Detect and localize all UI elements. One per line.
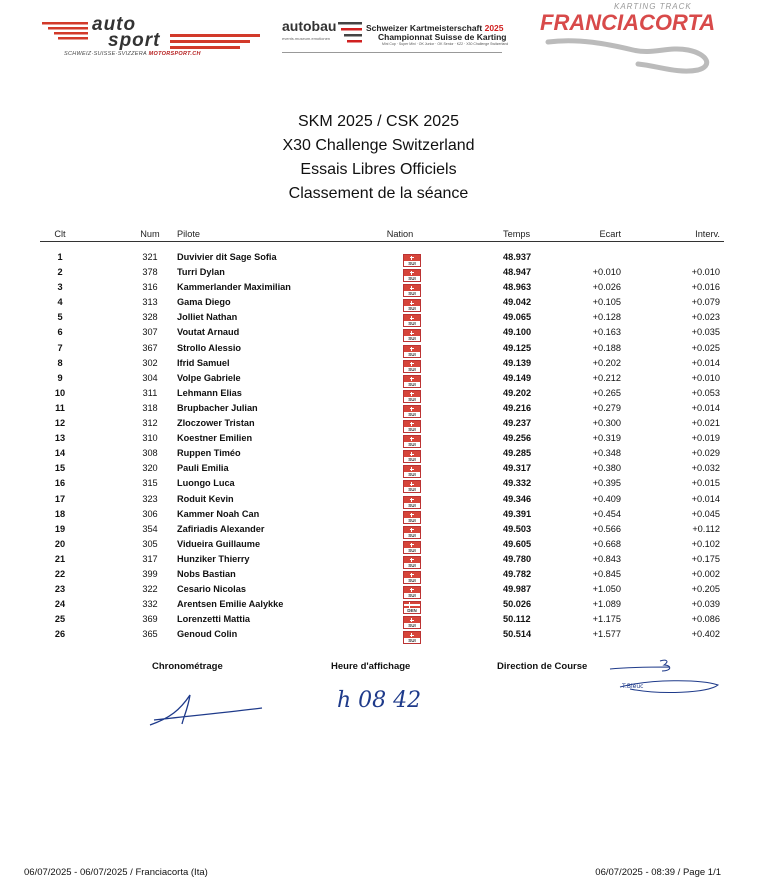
row-interval: +0.029	[691, 448, 720, 459]
row-position: 16	[54, 478, 66, 489]
row-kart-number: 306	[142, 508, 158, 519]
row-kart-number: 312	[142, 418, 158, 429]
table-row	[0, 388, 757, 403]
skm-classes: Mini Cup · Super Mini · OK Junior · OK Senior · KZ2 · X30 Challenge Switzerland	[382, 42, 509, 46]
row-gap: +0.128	[592, 312, 621, 323]
row-interval: +0.032	[691, 463, 720, 474]
row-nation-code: SUI	[404, 276, 420, 281]
row-position: 9	[57, 372, 63, 383]
row-kart-number: 305	[142, 538, 158, 549]
table-row	[0, 629, 757, 644]
switzerland-flag-icon	[403, 345, 421, 358]
row-interval: +0.175	[691, 553, 720, 564]
switzerland-flag-icon	[403, 586, 421, 599]
row-position: 3	[57, 282, 63, 293]
row-driver-name: Arentsen Emilie Aalykke	[177, 599, 284, 610]
row-gap: +0.163	[592, 327, 621, 338]
row-interval: +0.102	[691, 538, 720, 549]
row-position: 13	[54, 433, 66, 444]
table-row	[0, 343, 757, 358]
header-pos: Clt	[54, 229, 66, 239]
switzerland-flag-icon	[403, 465, 421, 478]
row-gap: +0.300	[592, 418, 621, 429]
row-driver-name: Strollo Alessio	[177, 342, 241, 353]
row-driver-name: Vidueira Guillaume	[177, 538, 261, 549]
skm-title-text: Schweizer Kartmeisterschaft	[366, 23, 483, 33]
row-position: 4	[57, 297, 63, 308]
row-interval: +0.045	[691, 508, 720, 519]
row-position: 17	[54, 493, 66, 504]
autobau-tagline: events.museum.emotionen	[282, 36, 331, 41]
row-interval: +0.010	[691, 267, 720, 278]
row-nation-code: SUI	[404, 638, 420, 643]
row-position: 8	[57, 357, 63, 368]
switzerland-flag-icon	[403, 616, 421, 629]
header-gap: Ecart	[599, 229, 621, 239]
row-nation-code: SUI	[404, 623, 420, 628]
table-row	[0, 614, 757, 629]
row-lap-time: 48.947	[503, 267, 532, 278]
category-title: X30 Challenge Switzerland	[282, 137, 475, 154]
chrono-label: Chronométrage	[152, 661, 223, 672]
row-position: 21	[54, 553, 66, 564]
row-lap-time: 49.605	[503, 538, 532, 549]
table-row	[0, 539, 757, 554]
row-gap: +0.409	[592, 493, 621, 504]
row-gap: +0.843	[592, 553, 621, 564]
row-gap: +0.212	[592, 372, 621, 383]
row-lap-time: 49.237	[503, 418, 532, 429]
row-driver-name: Kammerlander Maximilian	[177, 282, 291, 293]
row-lap-time: 49.987	[503, 584, 532, 595]
switzerland-flag-icon	[403, 541, 421, 554]
row-position: 15	[54, 463, 66, 474]
row-nation-code: SUI	[404, 472, 420, 477]
switzerland-flag-icon	[403, 405, 421, 418]
row-nation-code: SUI	[404, 306, 420, 311]
results-table	[0, 222, 757, 644]
row-position: 19	[54, 523, 66, 534]
row-lap-time: 49.149	[503, 372, 532, 383]
table-row	[0, 358, 757, 373]
header-interval: Interv.	[695, 229, 720, 239]
row-gap: +0.380	[592, 463, 621, 474]
row-lap-time: 49.503	[503, 523, 532, 534]
row-kart-number: 311	[142, 387, 158, 398]
motorsport-brand: MOTORSPORT.CH	[148, 51, 201, 57]
row-driver-name: Roduit Kevin	[177, 493, 234, 504]
header-time: Temps	[503, 229, 531, 239]
row-kart-number: 328	[142, 312, 158, 323]
heure-label: Heure d'affichage	[331, 661, 411, 672]
row-position: 26	[54, 629, 66, 640]
row-gap: +0.202	[592, 357, 621, 368]
switzerland-flag-icon	[403, 390, 421, 403]
row-kart-number: 302	[142, 357, 158, 368]
row-driver-name: Nobs Bastian	[177, 568, 236, 579]
row-nation-code: SUI	[404, 503, 420, 508]
row-nation-code: SUI	[404, 261, 420, 266]
autosport-countries: SCHWEIZ·SUISSE·SVIZZERA	[64, 51, 147, 57]
row-nation-code: SUI	[404, 427, 420, 432]
row-interval: +0.035	[691, 327, 720, 338]
row-driver-name: Koestner Emilien	[177, 433, 253, 444]
row-gap: +0.188	[592, 342, 621, 353]
row-driver-name: Lehmann Elias	[177, 387, 242, 398]
row-interval: +0.086	[691, 614, 720, 625]
row-kart-number: 316	[142, 282, 158, 293]
row-driver-name: Genoud Colin	[177, 629, 238, 640]
row-interval: +0.025	[691, 342, 720, 353]
row-kart-number: 317	[142, 553, 158, 564]
row-gap: +0.319	[592, 433, 621, 444]
franciacorta-subtitle: KARTING TRACK	[614, 2, 692, 11]
row-lap-time: 49.780	[503, 553, 532, 564]
autobau-divider	[282, 52, 502, 53]
switzerland-flag-icon	[403, 526, 421, 539]
row-nation-code: SUI	[404, 321, 420, 326]
row-lap-time: 49.202	[503, 387, 532, 398]
row-nation-code: SUI	[404, 548, 420, 553]
row-nation-code: SUI	[404, 382, 420, 387]
row-lap-time: 49.391	[503, 508, 532, 519]
row-driver-name: Zloczower Tristan	[177, 418, 255, 429]
switzerland-flag-icon	[403, 480, 421, 493]
table-row	[0, 252, 757, 267]
row-driver-name: Pauli Emilia	[177, 463, 229, 474]
table-row	[0, 463, 757, 478]
row-nation-code: SUI	[404, 442, 420, 447]
row-kart-number: 321	[142, 252, 158, 262]
table-row	[0, 569, 757, 584]
row-interval: +0.402	[691, 629, 720, 640]
row-position: 6	[57, 327, 63, 338]
row-position: 20	[54, 538, 66, 549]
skm-year: 2025	[484, 23, 504, 33]
row-kart-number: 332	[142, 599, 158, 610]
direction-label: Direction de Course	[497, 661, 588, 672]
row-kart-number: 369	[142, 614, 158, 625]
direction-signature-icon	[600, 655, 725, 700]
row-nation-code: SUI	[404, 487, 420, 492]
row-position: 7	[57, 342, 63, 353]
table-row	[0, 327, 757, 342]
row-driver-name: Gama Diego	[177, 297, 231, 308]
row-nation-code: SUI	[404, 578, 420, 583]
row-position: 10	[54, 387, 66, 398]
row-lap-time: 48.963	[503, 282, 532, 293]
row-kart-number: 318	[142, 402, 158, 413]
row-position: 18	[54, 508, 66, 519]
row-gap: +0.454	[592, 508, 621, 519]
row-kart-number: 399	[142, 568, 158, 579]
table-row	[0, 494, 757, 509]
row-gap: +1.577	[592, 629, 621, 640]
header-pilot: Pilote	[177, 229, 200, 239]
row-kart-number: 322	[142, 584, 158, 595]
row-interval: +0.016	[691, 282, 720, 293]
row-lap-time: 49.782	[503, 568, 532, 579]
franciacorta-word: FRANCIACORTA	[540, 10, 716, 35]
header-num: Num	[140, 229, 160, 239]
row-kart-number: 313	[142, 297, 158, 308]
row-nation-code: SUI	[404, 352, 420, 357]
switzerland-flag-icon	[403, 571, 421, 584]
table-row	[0, 297, 757, 312]
session-title: Essais Libres Officiels	[300, 161, 457, 178]
row-nation-code: SUI	[404, 593, 420, 598]
row-lap-time: 50.026	[503, 599, 532, 610]
row-driver-name: Cesario Nicolas	[177, 584, 246, 595]
row-kart-number: 304	[142, 372, 158, 383]
row-interval: +0.014	[691, 402, 720, 413]
table-row	[0, 418, 757, 433]
table-row	[0, 478, 757, 493]
header-nation: Nation	[386, 229, 414, 239]
table-header	[0, 222, 757, 242]
row-interval: +0.023	[691, 312, 720, 323]
table-row	[0, 524, 757, 539]
row-gap: +0.845	[592, 568, 621, 579]
championship-title: SKM 2025 / CSK 2025	[298, 113, 459, 130]
table-row	[0, 403, 757, 418]
heure-handwritten: h 08 42	[337, 688, 422, 713]
switzerland-flag-icon	[403, 329, 421, 342]
row-kart-number: 310	[142, 433, 158, 444]
row-gap: +0.566	[592, 523, 621, 534]
row-lap-time: 49.317	[503, 463, 532, 474]
row-gap: +0.279	[592, 402, 621, 413]
table-row	[0, 584, 757, 599]
switzerland-flag-icon	[403, 360, 421, 373]
svg-text:T.Bieuc: T.Bieuc	[622, 683, 644, 690]
row-nation-code: DEN	[404, 608, 420, 613]
row-kart-number: 323	[142, 493, 158, 504]
row-position: 14	[54, 448, 66, 459]
switzerland-flag-icon	[403, 284, 421, 297]
row-nation-code: SUI	[404, 457, 420, 462]
row-lap-time: 49.285	[503, 448, 532, 459]
row-lap-time: 50.514	[503, 629, 532, 640]
row-interval: +0.002	[691, 568, 720, 579]
row-position: 1	[57, 252, 63, 262]
row-lap-time: 49.065	[503, 312, 532, 323]
table-row	[0, 448, 757, 463]
row-kart-number: 320	[142, 463, 158, 474]
row-gap: +0.348	[592, 448, 621, 459]
switzerland-flag-icon	[403, 314, 421, 327]
table-row	[0, 433, 757, 448]
switzerland-flag-icon	[403, 511, 421, 524]
table-row	[0, 373, 757, 388]
row-interval: +0.053	[691, 387, 720, 398]
switzerland-flag-icon	[403, 631, 421, 644]
switzerland-flag-icon	[403, 269, 421, 282]
row-kart-number: 378	[142, 267, 158, 278]
row-driver-name: Ifrid Samuel	[177, 357, 230, 368]
row-driver-name: Turri Dylan	[177, 267, 225, 278]
table-body	[0, 252, 757, 644]
autosport-subline	[64, 51, 201, 57]
switzerland-flag-icon	[403, 254, 421, 267]
table-row	[0, 267, 757, 282]
switzerland-flag-icon	[403, 556, 421, 569]
denmark-flag-icon	[403, 601, 421, 614]
row-lap-time: 49.125	[503, 342, 532, 353]
row-position: 22	[54, 568, 66, 579]
autobau-stripes-icon	[338, 20, 364, 46]
row-position: 12	[54, 418, 66, 429]
row-driver-name: Lorenzetti Mattia	[177, 614, 250, 625]
switzerland-flag-icon	[403, 299, 421, 312]
row-driver-name: Voutat Arnaud	[177, 327, 240, 338]
row-gap: +0.026	[592, 282, 621, 293]
row-driver-name: Jolliet Nathan	[177, 312, 238, 323]
row-nation-code: SUI	[404, 336, 420, 341]
row-interval: +0.014	[691, 493, 720, 504]
row-lap-time: 48.937	[503, 252, 532, 262]
classification-title: Classement de la séance	[288, 185, 469, 202]
switzerland-flag-icon	[403, 450, 421, 463]
row-driver-name: Ruppen Timéo	[177, 448, 241, 459]
footer-event-dates: 06/07/2025 - 06/07/2025 / Franciacorta (Ita)	[24, 867, 208, 878]
row-interval: +0.039	[691, 599, 720, 610]
row-gap: +0.105	[592, 297, 621, 308]
row-position: 23	[54, 584, 66, 595]
row-driver-name: Volpe Gabriele	[177, 372, 241, 383]
row-gap: +1.089	[592, 599, 621, 610]
franciacorta-logo	[538, 0, 720, 78]
row-position: 25	[54, 614, 66, 625]
table-row	[0, 509, 757, 524]
table-row	[0, 599, 757, 614]
row-driver-name: Hunziker Thierry	[177, 553, 250, 564]
row-lap-time: 49.139	[503, 357, 532, 368]
switzerland-flag-icon	[403, 435, 421, 448]
row-driver-name: Brupbacher Julian	[177, 402, 258, 413]
row-kart-number: 315	[142, 478, 158, 489]
csk-title: Championnat Suisse de Karting	[378, 32, 507, 42]
row-lap-time: 49.332	[503, 478, 532, 489]
row-lap-time: 49.256	[503, 433, 532, 444]
table-row	[0, 312, 757, 327]
row-nation-code: SUI	[404, 367, 420, 372]
row-kart-number: 307	[142, 327, 158, 338]
row-kart-number: 367	[142, 342, 158, 353]
row-position: 2	[57, 267, 63, 278]
autosport-word-auto: auto	[92, 14, 137, 35]
row-gap: +0.265	[592, 387, 621, 398]
switzerland-flag-icon	[403, 375, 421, 388]
row-position: 11	[55, 402, 65, 413]
row-lap-time: 49.346	[503, 493, 532, 504]
row-interval: +0.205	[691, 584, 720, 595]
switzerland-flag-icon	[403, 496, 421, 509]
row-nation-code: SUI	[404, 518, 420, 523]
row-driver-name: Zafiriadis Alexander	[177, 523, 265, 534]
row-driver-name: Duvivier dit Sage Sofia	[177, 252, 277, 262]
row-kart-number: 365	[142, 629, 158, 640]
row-nation-code: SUI	[404, 397, 420, 402]
row-position: 5	[57, 312, 63, 323]
row-interval: +0.021	[691, 418, 720, 429]
chrono-signature-icon	[140, 690, 270, 730]
row-gap: +1.175	[592, 614, 621, 625]
track-outline-icon	[538, 0, 720, 78]
row-lap-time: 49.100	[503, 327, 532, 338]
row-kart-number: 354	[142, 523, 158, 534]
autosport-logo	[40, 12, 270, 62]
switzerland-flag-icon	[403, 420, 421, 433]
autobau-logo	[282, 14, 509, 58]
row-nation-code: SUI	[404, 412, 420, 417]
row-gap: +0.668	[592, 538, 621, 549]
row-lap-time: 49.216	[503, 402, 532, 413]
row-driver-name: Luongo Luca	[177, 478, 235, 489]
row-lap-time: 49.042	[503, 297, 532, 308]
row-interval: +0.019	[691, 433, 720, 444]
row-interval: +0.015	[691, 478, 720, 489]
row-interval: +0.112	[692, 523, 720, 534]
row-gap: +1.050	[592, 584, 621, 595]
row-interval: +0.014	[691, 357, 720, 368]
footer-print-info: 06/07/2025 - 08:39 / Page 1/1	[595, 867, 721, 878]
row-interval: +0.010	[691, 372, 720, 383]
table-row	[0, 282, 757, 297]
row-gap: +0.010	[592, 267, 621, 278]
table-row	[0, 554, 757, 569]
row-position: 24	[54, 599, 66, 610]
row-nation-code: SUI	[404, 291, 420, 296]
row-driver-name: Kammer Noah Can	[177, 508, 260, 519]
row-interval: +0.079	[691, 297, 720, 308]
row-lap-time: 50.112	[503, 614, 531, 625]
row-nation-code: SUI	[404, 533, 420, 538]
row-kart-number: 308	[142, 448, 158, 459]
autobau-word: autobau	[282, 18, 337, 34]
autosport-word-sport: sport	[108, 30, 161, 51]
row-nation-code: SUI	[404, 563, 420, 568]
row-gap: +0.395	[592, 478, 621, 489]
